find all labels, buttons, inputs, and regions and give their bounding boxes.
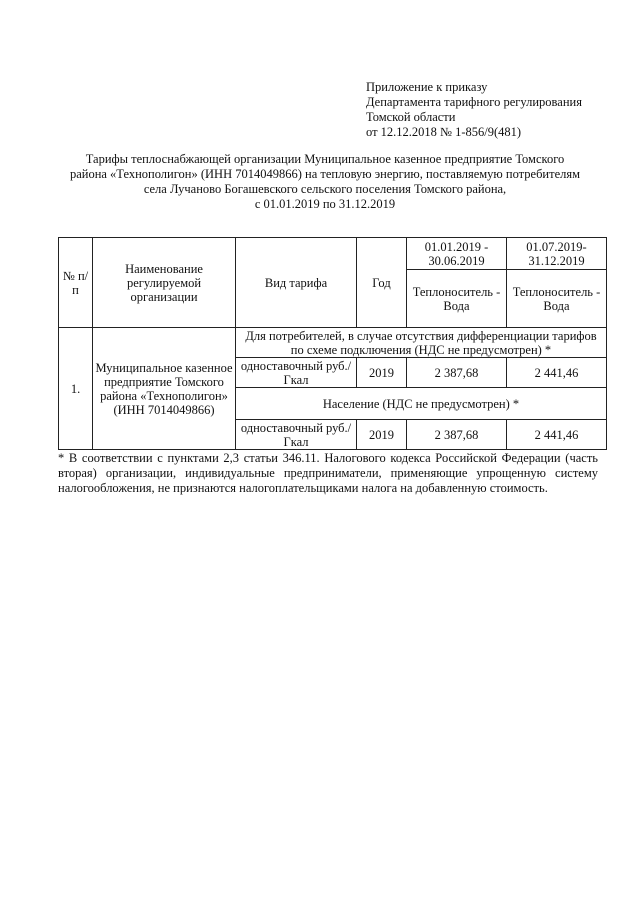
value-cell: 2 387,68 (407, 420, 507, 450)
title-line: Тарифы теплоснабжающей организации Муниципальное казенное предприятие Томского (85, 152, 565, 166)
header-period-2: 01.07.2019- 31.12.2019 (507, 238, 607, 270)
approval-line: Департамента тарифного регулирования (366, 95, 582, 109)
header-period-1: 01.01.2019 - 30.06.2019 (407, 238, 507, 270)
approval-line: Приложение к приказу (366, 80, 488, 94)
title-line: района «Технополигон» (ИНН 7014049866) на тепловую энергию, поставляемую потребителям (69, 167, 581, 181)
header-num: № п/п (59, 238, 93, 328)
header-tariff-type: Вид тарифа (236, 238, 357, 328)
row-number: 1. (59, 328, 93, 450)
tariff-type-cell: одноставочный руб./Гкал (236, 358, 357, 388)
table-header-row (59, 238, 607, 270)
header-org: Наименование регулируемой организации (93, 238, 236, 328)
org-name: Муниципальное казенное предприятие Томского района «Технополигон» (ИНН 7014049866) (93, 328, 236, 450)
value-cell: 2 387,68 (407, 358, 507, 388)
footnote: * В соответствии с пунктами 2,3 статьи 346.11. Налогового кодекса Российской Федерации (часть вторая) организации, индивидуальные предприниматели, применяющие упрощенную систему налогообложения, не признаются налогоплательщиками налога на добавленную стоимость. (58, 451, 598, 495)
title-line: села Лучаново Богашевского сельского поселения Томского района, (143, 182, 507, 196)
tariff-type-cell: одноставочный руб./Гкал (236, 420, 357, 450)
value-cell: 2 441,46 (507, 420, 607, 450)
tariff-table (58, 237, 607, 450)
approval-line: Томской области (366, 110, 456, 124)
document-title (60, 152, 590, 212)
group-label: Для потребителей, в случае отсутствия дифференциации тарифов по схеме подключения (НДС не предусмотрен) * (236, 328, 607, 358)
table-row (59, 328, 607, 358)
header-carrier-2: Теплоноситель - Вода (507, 270, 607, 328)
value-cell: 2 441,46 (507, 358, 607, 388)
header-year: Год (357, 238, 407, 328)
group-label: Население (НДС не предусмотрен) * (236, 388, 607, 420)
approval-block (366, 80, 626, 140)
year-cell: 2019 (357, 420, 407, 450)
approval-order-number: от 12.12.2018 № 1-856/9(481) (366, 125, 522, 139)
header-carrier-1: Теплоноситель - Вода (407, 270, 507, 328)
title-period: с 01.01.2019 по 31.12.2019 (254, 197, 396, 211)
year-cell: 2019 (357, 358, 407, 388)
